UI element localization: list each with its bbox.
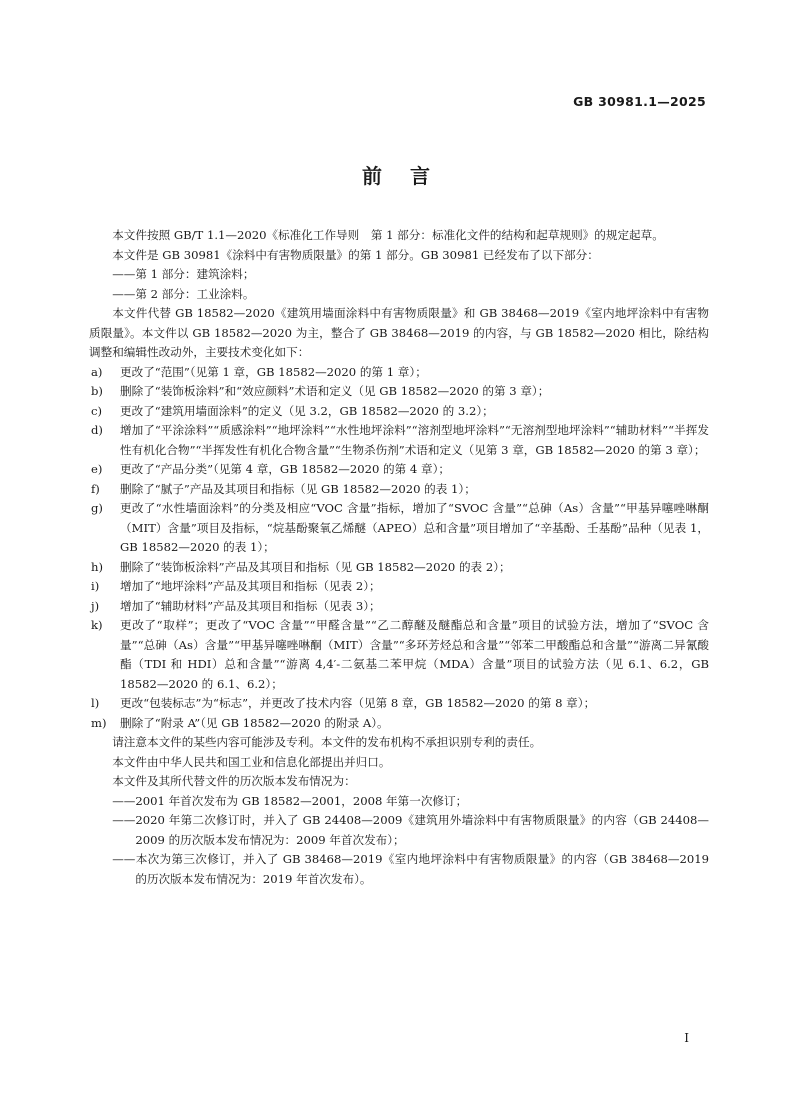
change-item-text: 更改了“产品分类”（见第 4 章，GB 18582—2020 的第 4 章）；: [120, 462, 450, 476]
change-item: [89, 499, 709, 558]
change-item-text: 删除了“腻子”产品及其项目和指标（见 GB 18582—2020 的表 1）；: [120, 481, 476, 496]
change-item-text: 更改了“取样”；更改了“VOC 含量”“甲醛含量”“乙二醇醚及醚酯总和含量”项目的试验方法，增加了“SVOC 含量”“总砷（As）含量”“甲基异噻唑啉酮（MIT）含量”“多环芳烃总和含量”“邻苯二甲酸酯总和含量”“游离二异氰酸酯（TDI 和 HDI）总和含量”“游离 4,4′-二氨基二苯甲烷（MDA）含量”项目的试验方法（见 6.1、6.2，GB 18582—2020 的 6.1、6.2）；: [120, 618, 709, 691]
change-item-text: 删除了“附录 A”（见 GB 18582—2020 的附录 A）。: [120, 715, 389, 730]
change-item-label: b): [91, 384, 103, 398]
change-item-text: 更改了“建筑用墙面涂料”的定义（见 3.2，GB 18582—2020 的 3.2）；: [120, 403, 494, 418]
change-item: [89, 402, 709, 422]
change-item-label: a): [91, 364, 103, 379]
history-item: ——2001 年首次发布为 GB 18582—2001，2008 年第一次修订；: [112, 793, 468, 808]
change-item: [89, 597, 709, 617]
history-item: ——2020 年第二次修订时，并入了 GB 24408—2009《建筑用外墙涂料中有害物质限量》的内容（GB 24408—2009 的历次版本发布情况为：2009 年首次发布）；: [112, 813, 709, 847]
change-item-label: d): [91, 423, 103, 437]
change-item-label: l): [91, 696, 100, 710]
change-item-label: k): [91, 618, 103, 632]
change-item: [89, 714, 709, 734]
proposer-statement: 本文件由中华人民共和国工业和信息化部提出并归口。: [112, 754, 391, 769]
intro-paragraph: 本文件按照 GB/T 1.1—2020《标准化工作导则 第 1 部分：标准化文件的结构和起草规则》的规定起草。: [112, 228, 664, 242]
change-item: [89, 577, 709, 597]
change-item: [89, 480, 709, 500]
part-list-item: ——第 2 部分：工业涂料。: [112, 286, 255, 301]
change-item: [89, 382, 709, 402]
change-item-label: e): [91, 462, 103, 476]
change-item: [89, 616, 709, 694]
change-item-text: 更改“包装标志”为“标志”，并更改了技术内容（见第 8 章，GB 18582—2020 的第 8 章）；: [120, 696, 596, 710]
change-item-text: 更改了“水性墙面涂料”的分类及相应“VOC 含量”指标，增加了“SVOC 含量”“总砷（As）含量”“甲基异噻唑啉酮（MIT）含量”项目及指标，“烷基酚聚氧乙烯醚（APEO）总和含量”项目增加了“辛基酚、壬基酚”品种（见表 1，GB 18582—2020 的表 1）；: [120, 501, 709, 554]
change-item-label: g): [91, 501, 103, 515]
change-item: [89, 363, 709, 383]
change-item: [89, 694, 709, 714]
patent-note: 请注意本文件的某些内容可能涉及专利。本文件的发布机构不承担识别专利的责任。: [112, 735, 542, 749]
change-item: [89, 460, 709, 480]
change-item-text: 增加了“辅助材料”产品及其项目和指标（见表 3）；: [120, 598, 381, 613]
change-item-label: f): [91, 481, 100, 496]
change-item-label: i): [91, 579, 100, 593]
change-item-text: 删除了“装饰板涂料”产品及其项目和指标（见 GB 18582—2020 的表 2）；: [120, 559, 511, 574]
page-title: 前言: [362, 164, 458, 188]
standard-number: GB 30981.1—2025: [573, 94, 706, 109]
page-number: I: [684, 1031, 689, 1045]
change-item-text: 增加了“地坪涂料”产品及其项目和指标（见表 2）；: [120, 579, 381, 593]
replacement-paragraph: 本文件代替 GB 18582—2020《建筑用墙面涂料中有害物质限量》和 GB 38468—2019《室内地坪涂料中有害物质限量》。本文件以 GB 18582—2020 为主，整合了 GB 38468—2019 的内容，与 GB 18582—2020 相比，除结构调整和编辑性改动外，主要技术变化如下：: [89, 306, 709, 359]
history-item: ——本次为第三次修订，并入了 GB 38468—2019《室内地坪涂料中有害物质限量》的内容（GB 38468—2019 的历次版本发布情况为：2019 年首次发布）。: [112, 852, 709, 886]
change-item: [89, 421, 709, 460]
change-item-label: c): [91, 403, 103, 418]
history-intro: 本文件及其所代替文件的历次版本发布情况为：: [112, 774, 356, 788]
change-item-label: j): [91, 598, 100, 613]
change-item-text: 删除了“装饰板涂料”和“效应颜料”术语和定义（见 GB 18582—2020 的第 3 章）；: [120, 384, 550, 398]
change-item-label: m): [91, 715, 107, 730]
part-list-item: ——第 1 部分：建筑涂料；: [112, 267, 255, 281]
change-item-text: 更改了“范围”（见第 1 章，GB 18582—2020 的第 1 章）；: [120, 364, 427, 379]
change-item-text: 增加了“平涂涂料”“质感涂料”“地坪涂料”“水性地坪涂料”“溶剂型地坪涂料”“无溶剂型地坪涂料”“辅助材料”“半挥发性有机化合物”“半挥发性有机化合物含量”“生物杀伤剂”术语和定义（见第 3 章，GB 18582—2020 的第 3 章）；: [120, 423, 709, 457]
document-body: [89, 226, 709, 889]
intro-paragraph: 本文件是 GB 30981《涂料中有害物质限量》的第 1 部分。GB 30981 已经发布了以下部分：: [112, 247, 599, 262]
change-item-label: h): [91, 559, 103, 574]
change-item: [89, 558, 709, 578]
